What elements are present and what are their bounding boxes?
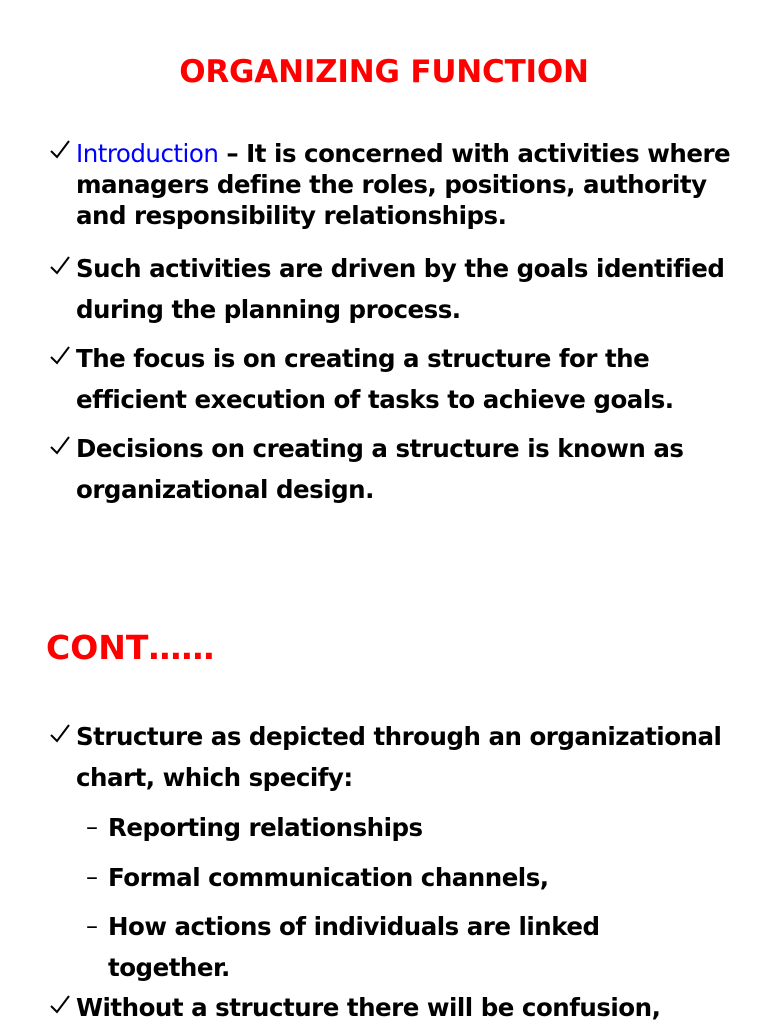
bullet-text: Without a structure there will be confusion, <box>76 993 661 1022</box>
sub-bullet-text: How actions of individuals are linked together. <box>108 912 600 982</box>
checkmark-icon <box>48 254 72 278</box>
slide-title: CONT…… <box>46 628 215 667</box>
slide-title: ORGANIZING FUNCTION <box>179 54 589 90</box>
bullet-structure <box>48 716 748 798</box>
bullet-introduction <box>48 138 748 231</box>
checkmark-icon <box>48 434 72 458</box>
checkmark-icon <box>48 722 72 746</box>
checkmark-icon <box>48 344 72 368</box>
bullet-focus <box>48 338 748 420</box>
bullet-goals <box>48 248 748 330</box>
bullet-text: The focus is on creating a structure for the efficient execution of tasks to achieve goals. <box>76 344 674 414</box>
introduction-label: Introduction <box>76 139 219 168</box>
bullet-confusion <box>48 987 748 1028</box>
slide-cont <box>0 600 768 1024</box>
checkmark-icon <box>48 138 72 162</box>
sub-bullet-text: Formal communication channels, <box>108 863 549 892</box>
sub-bullet-reporting <box>86 807 726 848</box>
bullet-decisions <box>48 428 748 510</box>
dash-marker: – <box>86 863 98 891</box>
sub-bullet-text: Reporting relationships <box>108 813 423 842</box>
dash-marker: – <box>86 912 98 940</box>
bullet-text: Decisions on creating a structure is known as organizational design. <box>76 434 684 504</box>
introduction-text: – It is concerned with activities where managers define the roles, positions, authority and responsibility relationships. <box>76 139 731 230</box>
checkmark-icon <box>48 993 72 1017</box>
bullet-text: Structure as depicted through an organizational chart, which specify: <box>76 722 722 792</box>
sub-bullet-linked <box>86 906 646 988</box>
sub-bullet-communication <box>86 857 726 898</box>
dash-marker: – <box>86 813 98 841</box>
bullet-text: Such activities are driven by the goals identified during the planning process. <box>76 254 725 324</box>
